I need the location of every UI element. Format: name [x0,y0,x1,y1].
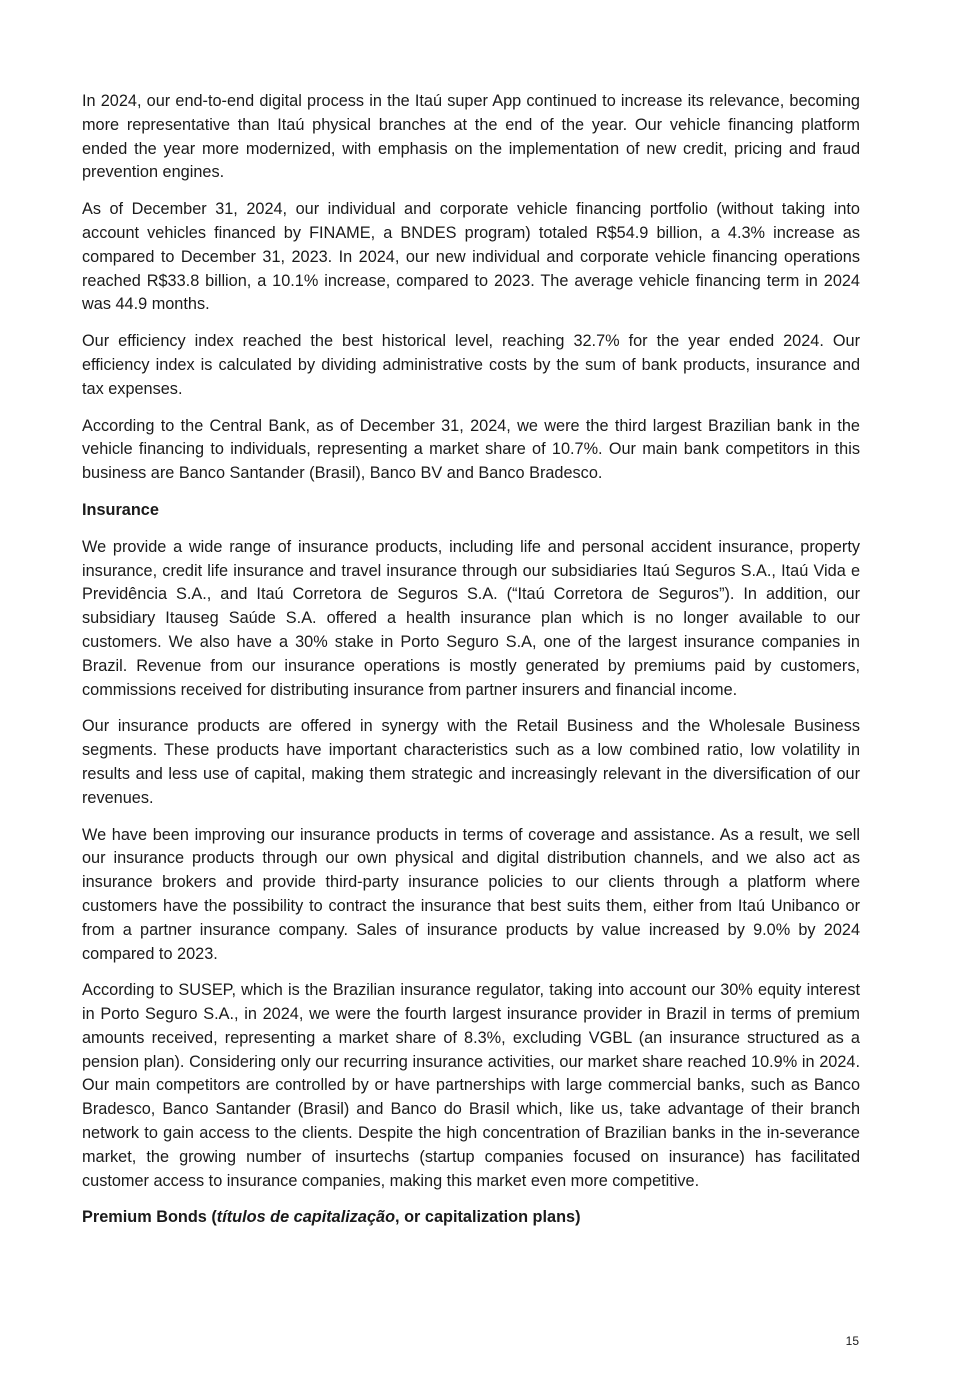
premium-heading-italic: títulos de capitalização [216,1208,396,1227]
premium-bonds-heading [82,1206,860,1230]
paragraph-market-share-vehicle: According to the Central Bank, as of December 31, 2024, we were the third largest Brazilian bank in the vehicle financing to individuals, representing a market share of 10.7%. Our main bank competitors in this business are Banco Santander (Brasil), Banco BV and Banco Bradesco. [82,416,860,483]
document-page [82,90,860,1243]
premium-heading-prefix: Premium Bonds ( [82,1208,217,1227]
paragraph-insurance-susep: According to SUSEP, which is the Brazilian insurance regulator, taking into account our 30% equity interest in Porto Seguro S.A., in 2024, we were the fourth largest insurance provider in Brazil in terms of premium amounts received, representing a market share of 8.3%, excluding VGBL (an insurance structured as a pension plan). Considering only our recurring insurance activities, our market share reached 10.9% in 2024. Our main competitors are controlled by or have partnerships with large commercial banks, such as Banco Bradesco, Banco Santander (Brasil) and Banco do Brasil which, like us, take advantage of their branch network to gain access to the clients. Despite the high concentration of Brazilian banks in the in-severance market, the growing number of insurtechs (startup companies focused on insurance) has facilitated customer access to insurance companies, making this market even more competitive. [82,981,860,1190]
paragraph-vehicle-portfolio: As of December 31, 2024, our individual and corporate vehicle financing portfolio (without taking into account vehicles financed by FINAME, a BNDES program) totaled R$54.9 billion, a 4.3% increase as compared to December 31, 2023. In 2024, our new individual and corporate vehicle financing operations reached R$33.8 billion, a 10.1% increase, compared to 2023. The average vehicle financing term in 2024 was 44.9 months. [82,200,860,314]
page-number: 15 [845,1334,859,1348]
paragraph-insurance-improvement: We have been improving our insurance products in terms of coverage and assistance. As a result, we sell our insurance products through our own physical and digital distribution channels, and we also act as insurance brokers and provide third-party insurance policies to our clients through a platform where customers have the possibility to contract the insurance that best suits them, either from Itaú Unibanco or from a partner insurance company. Sales of insurance products by value increased by 9.0% by 2024 compared to 2023. [82,825,860,963]
paragraph-insurance-products: We provide a wide range of insurance products, including life and personal accident insurance, property insurance, credit life insurance and travel insurance through our subsidiaries Itaú Seguros S.A., Itaú Vida e Previdência S.A., and Itaú Corretora de Seguros S.A. (“Itaú Corretora de Seguros”). In addition, our subsidiary Itauseg Saúde S.A. offered a health insurance plan which is no longer available to our customers. We also have a 30% stake in Porto Seguro S.A, one of the largest insurance companies in Brazil. Revenue from our insurance operations is mostly generated by premiums paid by customers, commissions received for distributing insurance from partner insurers and financial income. [82,537,860,699]
insurance-heading: Insurance [82,500,159,519]
paragraph-efficiency-index: Our efficiency index reached the best historical level, reaching 32.7% for the year ended 2024. Our efficiency index is calculated by dividing administrative costs by the sum of bank products, insurance and tax expenses. [82,332,860,398]
paragraph-digital-process: In 2024, our end-to-end digital process in the Itaú super App continued to increase its relevance, becoming more representative than Itaú physical branches at the end of the year. Our vehicle financing platform ended the year more modernized, with emphasis on the implementation of new credit, pricing and fraud prevention engines. [82,92,860,182]
premium-heading-suffix: , or capitalization plans) [395,1208,581,1227]
paragraph-insurance-synergy: Our insurance products are offered in synergy with the Retail Business and the Wholesale Business segments. These products have important characteristics such as a low combined ratio, low volatility in results and less use of capital, making them strategic and increasingly relevant in the diversification of our revenues. [82,717,860,807]
